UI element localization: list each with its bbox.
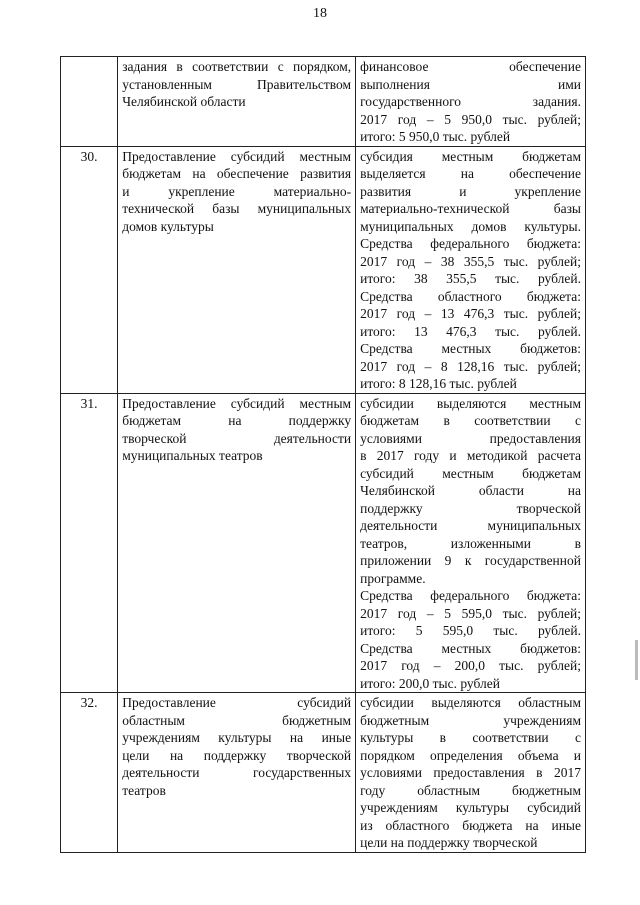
- financing-terms-line: театров, изложенными в: [360, 535, 581, 551]
- financing-terms-line: Средства федерального бюджета:: [360, 236, 581, 251]
- measures-table: [60, 56, 586, 853]
- financing-terms-line: субсидии выделяются местным: [360, 395, 581, 411]
- financing-terms-line: Средства областного бюджета:: [360, 288, 581, 304]
- measure-name-line: учреждениям культуры на иные: [122, 730, 352, 745]
- financing-terms-line: Челябинской области на: [360, 483, 581, 498]
- financing-terms-line: 2017 год – 200,0 тыс. рублей;: [360, 658, 581, 673]
- financing-terms-line: условиями предоставления в 2017: [360, 765, 581, 780]
- financing-terms-cell: [356, 693, 586, 853]
- financing-terms-line: финансовое обеспечение: [360, 59, 581, 74]
- financing-terms-line: итого: 38 355,5 тыс. рублей.: [360, 271, 581, 286]
- financing-terms-line: цели на поддержку творческой: [360, 835, 538, 850]
- row-number: 32.: [61, 693, 118, 853]
- financing-terms-line: Средства местных бюджетов:: [360, 341, 581, 356]
- financing-terms-line: программе.: [360, 570, 426, 586]
- financing-terms-line: итого: 200,0 тыс. рублей: [360, 675, 500, 691]
- financing-terms-line: итого: 13 476,3 тыс. рублей.: [360, 323, 581, 339]
- row-number: 30.: [61, 146, 118, 393]
- financing-terms-cell: [356, 393, 586, 693]
- financing-terms-line: 2017 год – 5 950,0 тыс. рублей;: [360, 111, 581, 127]
- financing-terms-line: порядком определения объема и: [360, 747, 581, 763]
- measure-name-line: технической базы муниципальных: [122, 201, 352, 216]
- financing-terms-line: в 2017 году и методикой расчета: [360, 448, 581, 463]
- measure-name-line: бюджетам на поддержку: [122, 413, 352, 428]
- financing-terms-line: бюджетным учреждениям: [360, 712, 581, 728]
- measure-name-line: Предоставление субсидий местным: [122, 395, 352, 411]
- measure-name-cell: [118, 146, 356, 393]
- measure-name-line: творческой деятельности: [122, 430, 352, 446]
- table-body: [61, 57, 586, 853]
- table-row: [61, 393, 586, 693]
- financing-terms-line: развития и укрепление: [360, 183, 581, 199]
- measure-name-line: цели на поддержку творческой: [122, 747, 352, 763]
- scan-artifact: [635, 640, 638, 680]
- row-number: 31.: [61, 393, 118, 693]
- financing-terms-line: из областного бюджета на иные: [360, 817, 581, 833]
- measure-name-line: деятельности государственных: [122, 765, 352, 780]
- measure-name-line: Предоставление субсидий местным: [122, 148, 352, 164]
- financing-terms-line: субсидии выделяются областным: [360, 695, 581, 710]
- financing-terms-line: государственного задания.: [360, 94, 581, 109]
- financing-terms-line: учреждениям культуры субсидий: [360, 800, 581, 815]
- measure-name-cell: [118, 693, 356, 853]
- measure-name-line: областным бюджетным: [122, 712, 352, 728]
- measure-name-line: бюджетам на обеспечение развития: [122, 166, 352, 181]
- financing-terms-line: деятельности муниципальных: [360, 518, 581, 533]
- measure-name-cell: [118, 57, 356, 147]
- measure-name-line: Предоставление субсидий: [122, 695, 352, 710]
- measure-name-line: и укрепление материально-: [122, 183, 352, 199]
- measure-name-line: театров: [122, 782, 166, 798]
- table-row: [61, 57, 586, 147]
- measure-name-line: задания в соответствии с порядком,: [122, 59, 352, 74]
- financing-terms-line: 2017 год – 5 595,0 тыс. рублей;: [360, 605, 581, 621]
- measure-name-line: домов культуры: [122, 218, 214, 234]
- financing-terms-line: Средства местных бюджетов:: [360, 640, 581, 656]
- financing-terms-line: бюджетам в соответствии с: [360, 413, 581, 428]
- financing-terms-line: Средства федерального бюджета:: [360, 588, 581, 603]
- financing-terms-line: приложении 9 к государственной: [360, 553, 581, 568]
- financing-terms-line: субсидий местным бюджетам: [360, 465, 581, 481]
- financing-terms-line: итого: 8 128,16 тыс. рублей: [360, 376, 517, 391]
- financing-terms-line: условиями предоставления: [360, 430, 581, 446]
- measure-name-line: установленным Правительством: [122, 76, 352, 92]
- row-number: [61, 57, 118, 147]
- financing-terms-line: поддержку творческой: [360, 500, 581, 516]
- financing-terms-line: выполнения ими: [360, 76, 581, 92]
- measure-name-cell: [118, 393, 356, 693]
- financing-terms-line: итого: 5 950,0 тыс. рублей: [360, 129, 511, 144]
- financing-terms-line: культуры в соответствии с: [360, 730, 581, 745]
- measure-name-line: Челябинской области: [122, 94, 246, 109]
- financing-terms-line: 2017 год – 38 355,5 тыс. рублей;: [360, 253, 581, 269]
- financing-terms-cell: [356, 57, 586, 147]
- financing-terms-line: муниципальных домов культуры.: [360, 218, 581, 234]
- financing-terms-line: 2017 год – 13 476,3 тыс. рублей;: [360, 306, 581, 321]
- measure-name-line: муниципальных театров: [122, 448, 263, 463]
- financing-terms-line: итого: 5 595,0 тыс. рублей.: [360, 623, 581, 638]
- financing-terms-line: субсидия местным бюджетам: [360, 148, 581, 164]
- financing-terms-cell: [356, 146, 586, 393]
- financing-terms-line: году областным бюджетным: [360, 782, 581, 798]
- financing-terms-line: материально-технической базы: [360, 201, 581, 216]
- financing-terms-line: 2017 год – 8 128,16 тыс. рублей;: [360, 358, 581, 374]
- table-row: [61, 693, 586, 853]
- financing-terms-line: выделяется на обеспечение: [360, 166, 581, 181]
- page-number: 18: [313, 6, 327, 21]
- table-row: [61, 146, 586, 393]
